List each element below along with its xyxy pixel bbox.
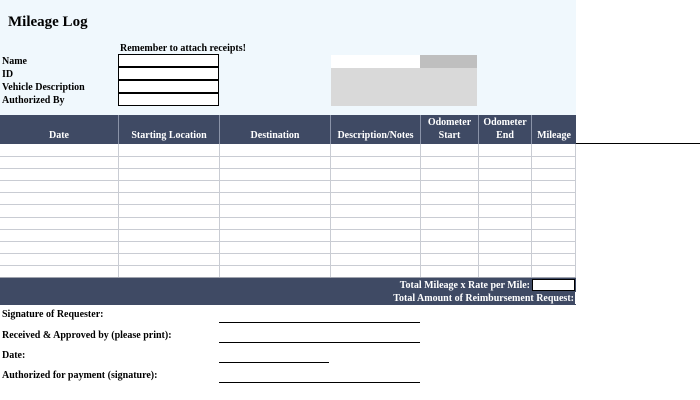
table-row[interactable] — [0, 204, 576, 205]
date-label: Date: — [2, 350, 26, 361]
column-header-date — [0, 115, 118, 144]
column-header-mileage-text: Mileage — [537, 130, 571, 141]
header-divider — [118, 115, 119, 144]
name-field[interactable] — [118, 54, 219, 67]
column-header-description-notes — [331, 115, 420, 144]
reimbursement-total-label: Total Amount of Reimbursement Request: — [393, 293, 574, 304]
odometer-end-line1: Odometer — [483, 116, 527, 128]
header-divider — [330, 115, 331, 144]
column-header-starting-location — [119, 115, 219, 144]
odometer-start-line2: Start — [438, 129, 461, 141]
rate-per-mile-field[interactable] — [532, 279, 575, 291]
reminder-note: Remember to attach receipts! — [120, 43, 246, 54]
column-header-starting-location-text: Starting Location — [131, 130, 207, 141]
header-divider — [478, 115, 479, 144]
table-column-divider — [478, 144, 479, 278]
table-column-divider — [118, 144, 119, 278]
column-header-odometer-end — [479, 115, 531, 144]
column-header-date-text: Date — [49, 130, 69, 141]
signature-requester-line[interactable] — [219, 322, 420, 323]
table-row[interactable] — [0, 265, 576, 266]
table-row[interactable] — [0, 168, 576, 169]
table-row[interactable] — [0, 241, 576, 242]
header-divider — [420, 115, 421, 144]
reimbursement-field[interactable] — [575, 292, 576, 304]
column-header-mileage — [532, 115, 576, 144]
table-column-divider — [575, 144, 576, 278]
shaded-cell-top — [420, 55, 477, 68]
date-line[interactable] — [219, 362, 329, 363]
table-row[interactable] — [0, 192, 576, 193]
header-divider — [531, 115, 532, 144]
column-header-destination-text: Destination — [250, 130, 300, 141]
vehicle-description-field[interactable] — [118, 80, 219, 93]
authorized-payment-line[interactable] — [219, 382, 420, 383]
header-divider — [219, 115, 220, 144]
name-label: Name — [2, 56, 27, 67]
table-row[interactable] — [0, 217, 576, 218]
table-column-divider — [420, 144, 421, 278]
odometer-end-line2: End — [496, 129, 514, 141]
column-header-description-notes-text: Description/Notes — [337, 130, 414, 141]
page-title: Mileage Log — [8, 14, 88, 30]
received-approved-label: Received & Approved by (please print): — [2, 330, 172, 341]
rate-per-mile-label: Total Mileage x Rate per Mile: — [399, 280, 530, 291]
signature-requester-label: Signature of Requester: — [2, 309, 104, 320]
id-field[interactable] — [118, 67, 219, 80]
table-row[interactable] — [0, 180, 576, 181]
table-row[interactable] — [0, 253, 576, 254]
column-header-destination — [220, 115, 330, 144]
authorized-payment-label: Authorized for payment (signature): — [2, 370, 158, 381]
shaded-cell-block — [331, 68, 477, 106]
authorized-by-label: Authorized By — [2, 95, 65, 106]
header-rule-extension — [576, 143, 700, 144]
column-header-odometer-start — [421, 115, 478, 144]
table-row[interactable] — [0, 156, 576, 157]
table-column-divider — [330, 144, 331, 278]
vehicle-description-label: Vehicle Description — [2, 82, 85, 93]
id-label: ID — [2, 69, 14, 80]
received-approved-line[interactable] — [219, 342, 420, 343]
table-row[interactable] — [0, 229, 576, 230]
table-column-divider — [219, 144, 220, 278]
table-column-divider — [531, 144, 532, 278]
odometer-start-line1: Odometer — [427, 116, 472, 128]
authorized-by-field[interactable] — [118, 93, 219, 106]
blank-cell-strip — [331, 55, 420, 68]
